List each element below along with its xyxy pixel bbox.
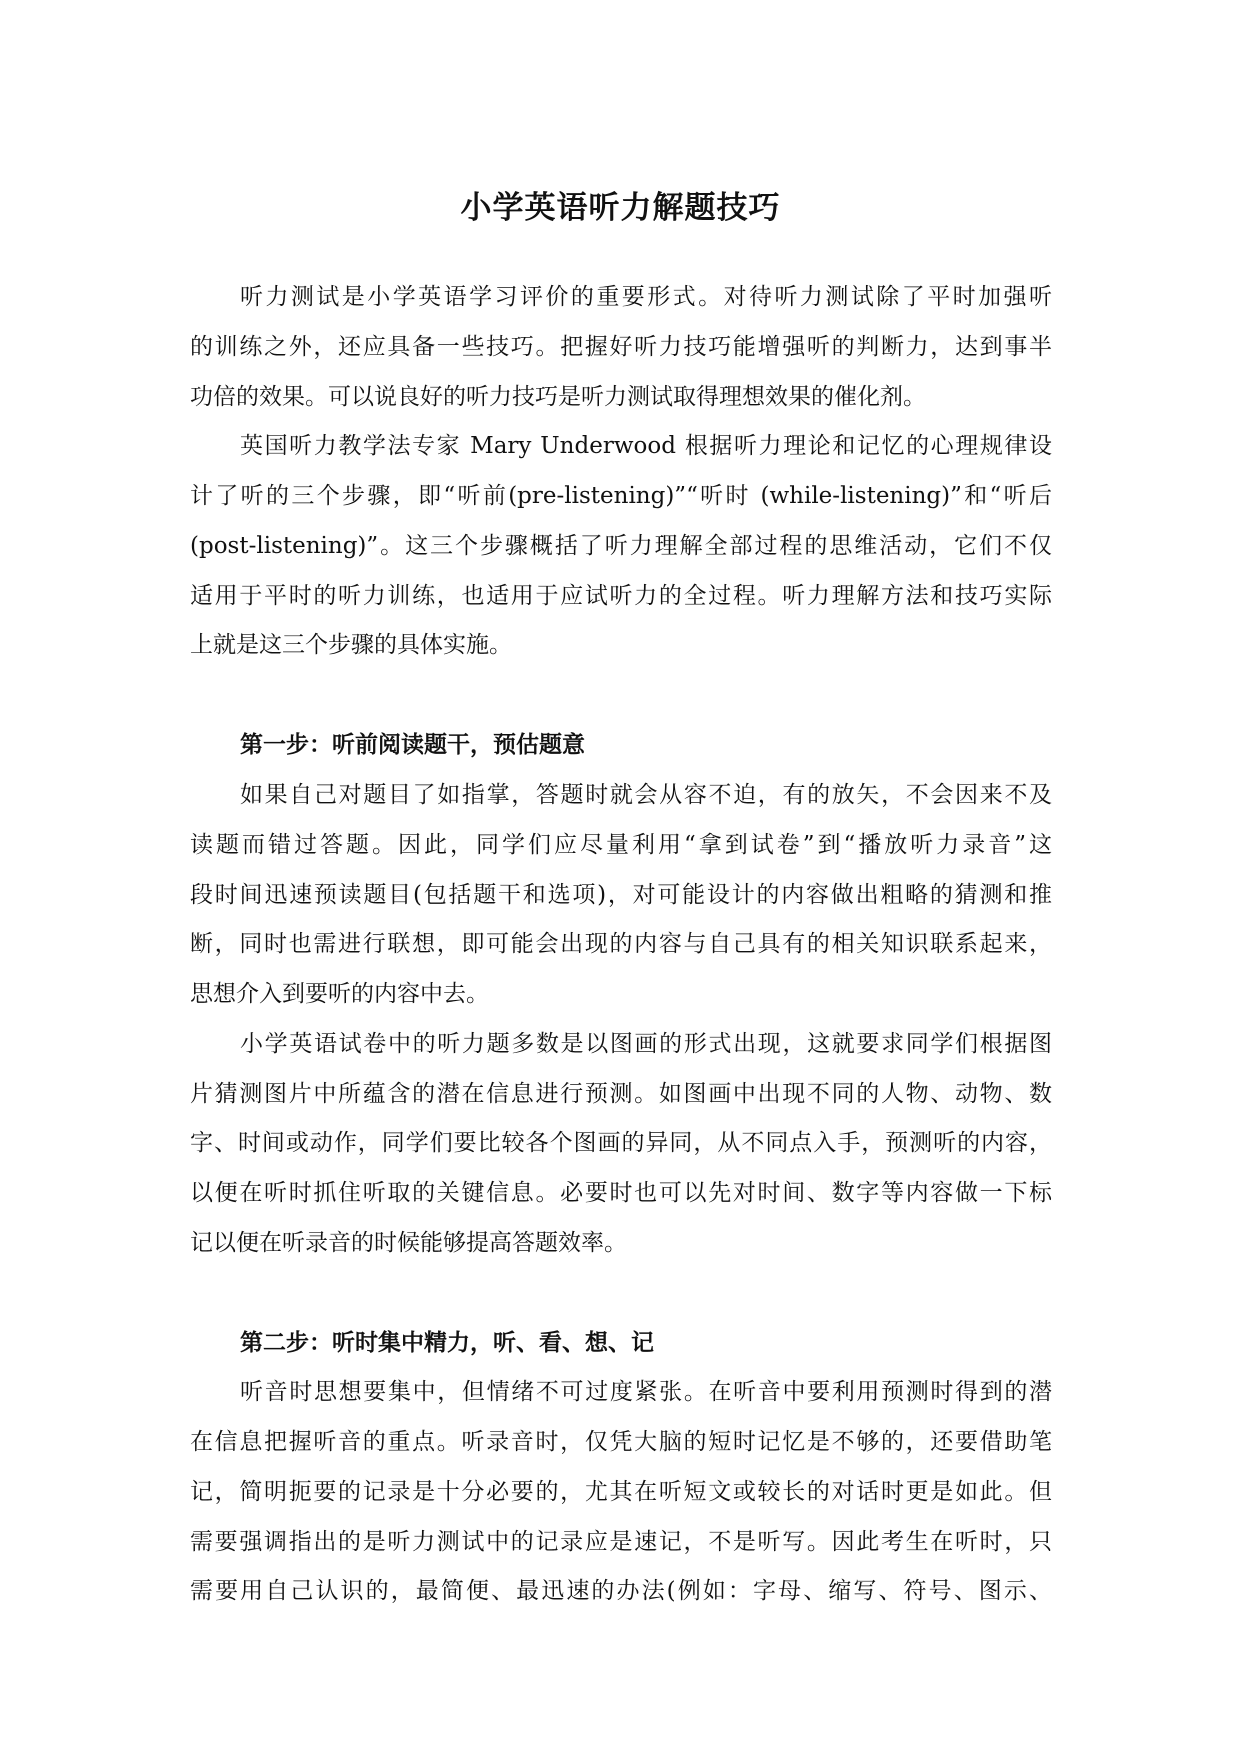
section-line: 字、时间或动作，同学们要比较各个图画的异同，从不同点入手，预测听的内容， [190, 1130, 1052, 1156]
section-line: 记以便在听录音的时候能够提高答题效率。 [190, 1230, 627, 1256]
section-line: 需要用自己认识的，最简便、最迅速的办法(例如：字母、缩写、符号、图示、 [190, 1578, 1052, 1604]
section-line: 在信息把握听音的重点。听录音时，仅凭大脑的短时记忆是不够的，还要借助笔 [190, 1429, 1052, 1455]
intro-line: 上就是这三个步骤的具体实施。 [190, 632, 512, 658]
intro-line: 功倍的效果。可以说良好的听力技巧是听力测试取得理想效果的催化剂。 [190, 384, 926, 410]
section-heading: 第一步：听前阅读题干，预估题意 [240, 732, 585, 758]
intro-line: 的训练之外，还应具备一些技巧。把握好听力技巧能增强听的判断力，达到事半 [190, 334, 1052, 360]
document-title: 小学英语听力解题技巧 [460, 190, 781, 226]
section-line: 以便在听时抓住听取的关键信息。必要时也可以先对时间、数字等内容做一下标 [190, 1180, 1052, 1206]
intro-line: 英国听力教学法专家 Mary Underwood 根据听力理论和记忆的心理规律设 [240, 433, 1052, 459]
section-line: 断，同时也需进行联想，即可能会出现的内容与自己具有的相关知识联系起来， [190, 931, 1052, 957]
section-line: 需要强调指出的是听力测试中的记录应是速记，不是听写。因此考生在听时，只 [190, 1529, 1052, 1555]
intro-line: (post-listening)”。这三个步骤概括了听力理解全部过程的思维活动，它们不仅 [190, 533, 1052, 559]
section-line: 听音时思想要集中，但情绪不可过度紧张。在听音中要利用预测时得到的潜 [240, 1379, 1052, 1405]
section-line: 小学英语试卷中的听力题多数是以图画的形式出现，这就要求同学们根据图 [240, 1031, 1052, 1057]
intro-line: 适用于平时的听力训练，也适用于应试听力的全过程。听力理解方法和技巧实际 [190, 583, 1052, 609]
intro-line: 听力测试是小学英语学习评价的重要形式。对待听力测试除了平时加强听 [240, 284, 1052, 310]
intro-line: 计了听的三个步骤，即“听前(pre-listening)”“听时 (while-listening)”和“听后 [190, 483, 1052, 509]
section-line: 记，简明扼要的记录是十分必要的，尤其在听短文或较长的对话时更是如此。但 [190, 1479, 1052, 1505]
section-line: 片猜测图片中所蕴含的潜在信息进行预测。如图画中出现不同的人物、动物、数 [190, 1081, 1052, 1107]
section-line: 段时间迅速预读题目(包括题干和选项)，对可能设计的内容做出粗略的猜测和推 [190, 882, 1052, 908]
section-line: 读题而错过答题。因此，同学们应尽量利用“拿到试卷”到“播放听力录音”这 [190, 832, 1052, 858]
section-line: 思想介入到要听的内容中去。 [190, 981, 489, 1007]
section-line: 如果自己对题目了如指掌，答题时就会从容不迫，有的放矢，不会因来不及 [240, 782, 1052, 808]
section-heading: 第二步：听时集中精力，听、看、想、记 [240, 1330, 654, 1356]
